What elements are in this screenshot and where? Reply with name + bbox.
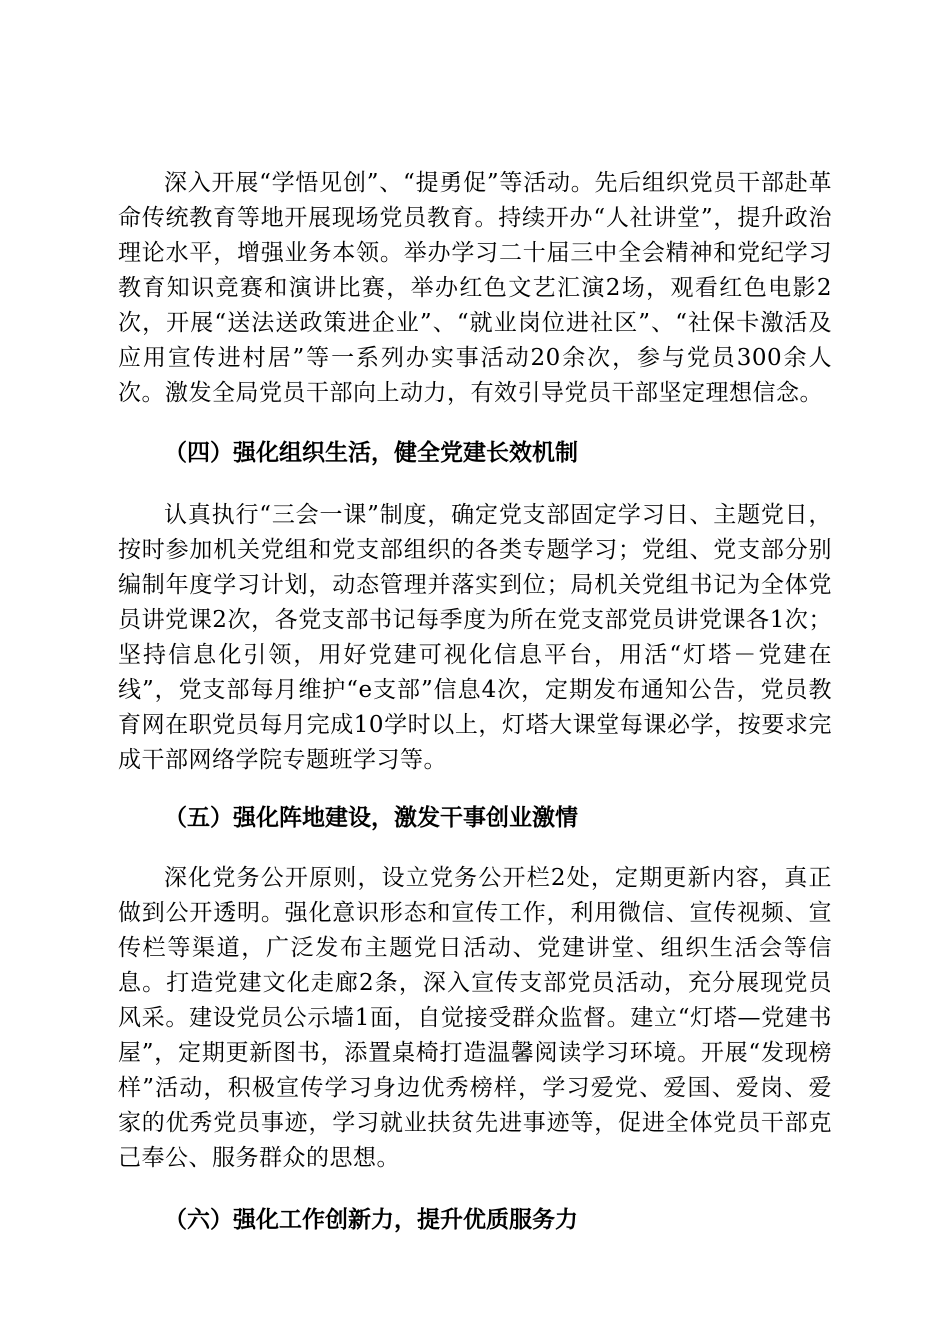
section-heading-6: （六）强化工作创新力，提升优质服务力: [164, 1206, 578, 1233]
paragraph-activities: 深入开展“学悟见创”、“提勇促”等活动。先后组织党员干部赴革命传统教育等地开展现场党员教育。持续开办“人社讲堂”，提升政治理论水平，增强业务本领。举办学习二十届三中全会精神和党纪学习教育知识竞赛和演讲比赛，举办红色文艺汇演2场，观看红色电影2次，开展“送法送政策进企业”、“就业岗位进社区”、“社保卡激活及应用宣传进村居”等一系列办实事活动20余次，参与党员300余人次。激发全局党员干部向上动力，有效引导党员干部坚定理想信念。: [118, 170, 832, 406]
section-heading-5: （五）强化阵地建设，激发干事创业激情: [164, 804, 578, 831]
section-heading-4: （四）强化组织生活，健全党建长效机制: [164, 439, 578, 466]
document-page: [118, 166, 832, 1237]
paragraph-position-building: 深化党务公开原则，设立党务公开栏2处，定期更新内容，真正做到公开透明。强化意识形态和宣传工作，利用微信、宣传视频、宣传栏等渠道，广泛发布主题党日活动、党建讲堂、组织生活会等信息。打造党建文化走廊2条，深入宣传支部党员活动，充分展现党员风采。建设党员公示墙1面，自觉接受群众监督。建立“灯塔—党建书屋”，定期更新图书，添置桌椅打造温馨阅读学习环境。开展“发现榜样”活动，积极宣传学习身边优秀榜样，学习爱党、爱国、爱岗、爱家的优秀党员事迹，学习就业扶贫先进事迹等，促进全体党员干部克己奉公、服务群众的思想。: [118, 865, 832, 1171]
paragraph-organization-life: 认真执行“三会一课”制度，确定党支部固定学习日、主题党日，按时参加机关党组和党支部组织的各类专题学习；党组、党支部分别编制年度学习计划，动态管理并落实到位；局机关党组书记为全体党员讲党课2次，各党支部书记每季度为所在党支部党员讲党课各1次；坚持信息化引领，用好党建可视化信息平台，用活“灯塔－党建在线”，党支部每月维护“e支部”信息4次，定期发布通知公告，党员教育网在职党员每月完成10学时以上，灯塔大课堂每课必学，按要求完成干部网络学院专题班学习等。: [118, 502, 832, 773]
